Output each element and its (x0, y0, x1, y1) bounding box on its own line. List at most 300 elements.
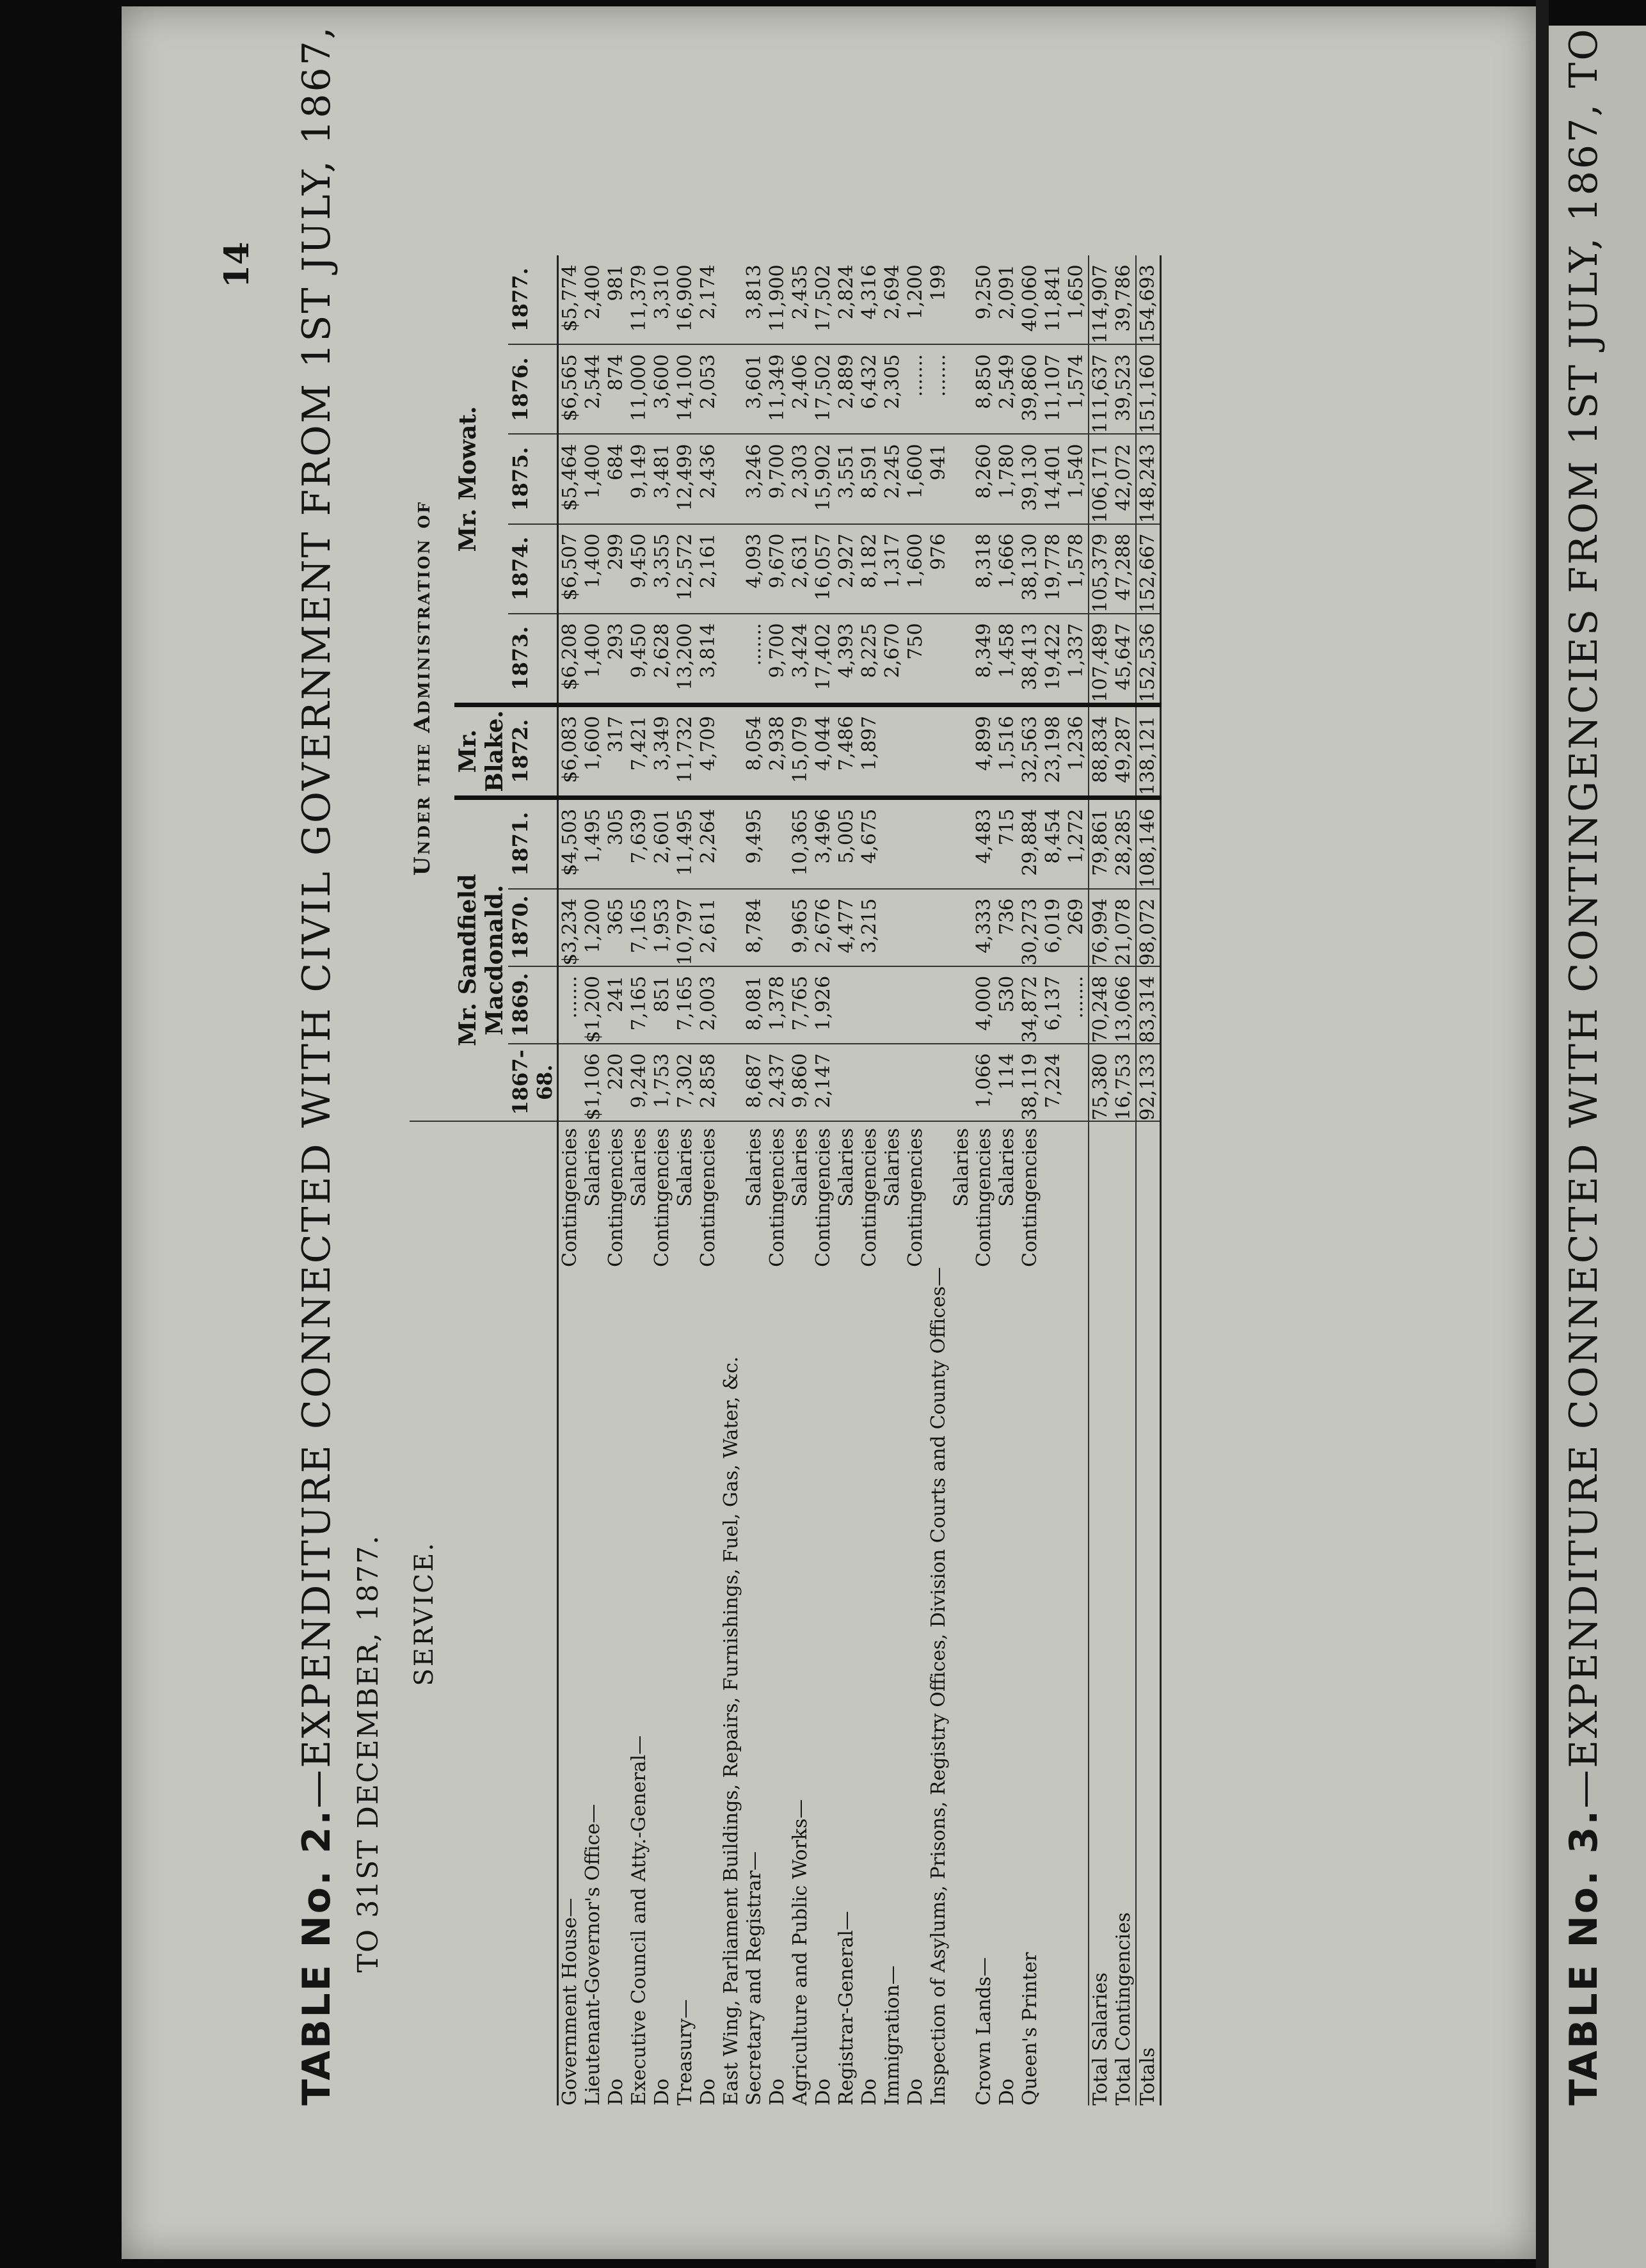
year-header: 1873. (508, 614, 558, 705)
value-cell: 1,066 (973, 1044, 996, 1121)
value-cell: 16,057 (812, 524, 835, 614)
value-cell (720, 705, 743, 797)
value-cell: 3,496 (812, 797, 835, 889)
year-header: 1870. (508, 889, 558, 966)
value-cell (950, 255, 973, 344)
value-cell (720, 344, 743, 434)
table-title (294, 25, 339, 2105)
value-cell: 7,421 (628, 705, 651, 797)
value-cell (1065, 1044, 1089, 1121)
value-cell: 88,834 (1089, 705, 1112, 797)
value-cell: 6,432 (858, 344, 881, 434)
value-cell (904, 1044, 927, 1121)
service-header: SERVICE. (410, 1541, 439, 1686)
year-header: 1877. (508, 255, 558, 344)
value-cell (720, 524, 743, 614)
value-cell: 1,650 (1065, 255, 1089, 344)
value-cell: 148,243 (1136, 434, 1161, 523)
value-cell: 2,161 (697, 524, 720, 614)
value-cell: 4,675 (858, 797, 881, 889)
value-cell: 8,349 (973, 614, 996, 705)
value-cell: 3,814 (697, 614, 720, 705)
value-cell: 9,149 (628, 434, 651, 523)
next-table-title (1562, 27, 1606, 2105)
value-cell: 1,458 (996, 614, 1019, 705)
value-cell: 4,393 (835, 614, 858, 705)
value-cell: 3,813 (743, 255, 766, 344)
value-cell: 39,523 (1112, 344, 1136, 434)
table-row (904, 255, 927, 2105)
table-row (950, 255, 973, 2105)
value-cell (927, 614, 950, 705)
expense-kind: Salaries (674, 1128, 696, 1207)
service-label: Crown Lands— (973, 1957, 995, 2105)
value-cell: 851 (651, 966, 674, 1044)
value-cell: 6,019 (1042, 889, 1065, 966)
table-row (858, 255, 881, 2105)
value-cell: 1,574 (1065, 344, 1089, 434)
value-cell: 1,600 (904, 434, 927, 523)
year-header: 1876. (508, 344, 558, 434)
service-label: Registrar-General— (835, 1911, 858, 2105)
value-cell: 17,502 (812, 344, 835, 434)
service-label: Do (996, 2078, 1018, 2105)
value-cell: 1,236 (1065, 705, 1089, 797)
value-cell: 3,310 (651, 255, 674, 344)
value-cell: 30,273 (1019, 889, 1042, 966)
value-cell: 9,495 (743, 797, 766, 889)
value-cell: 750 (904, 614, 927, 705)
expense-kind (1136, 1121, 1161, 1267)
value-cell: 114,907 (1089, 255, 1112, 344)
value-cell (950, 966, 973, 1044)
value-cell: 2,147 (812, 1044, 835, 1121)
value-cell: 7,302 (674, 1044, 697, 1121)
value-cell (927, 889, 950, 966)
value-cell: 10,365 (789, 797, 812, 889)
value-cell: 2,400 (582, 255, 605, 344)
value-cell: 92,133 (1136, 1044, 1161, 1121)
service-label: Immigration— (881, 1965, 904, 2105)
value-cell: 9,670 (766, 524, 789, 614)
value-cell: 38,413 (1019, 614, 1042, 705)
value-cell: 941 (927, 434, 950, 523)
value-cell: 23,198 (1042, 705, 1065, 797)
value-cell: 8,081 (743, 966, 766, 1044)
value-cell (927, 797, 950, 889)
total-row (1112, 255, 1136, 2105)
value-cell: 14,401 (1042, 434, 1065, 523)
value-cell: 3,600 (651, 344, 674, 434)
value-cell: 98,072 (1136, 889, 1161, 966)
value-cell: 2,824 (835, 255, 858, 344)
value-cell (720, 255, 743, 344)
value-cell: 8,687 (743, 1044, 766, 1121)
value-cell: 106,171 (1089, 434, 1112, 523)
value-cell: 8,260 (973, 434, 996, 523)
value-cell: 4,333 (973, 889, 996, 966)
value-cell: 2,694 (881, 255, 904, 344)
value-cell: 152,667 (1136, 524, 1161, 614)
value-cell: 9,700 (766, 614, 789, 705)
value-cell: 15,902 (812, 434, 835, 523)
value-cell: 4,899 (973, 705, 996, 797)
value-cell: ....... (558, 966, 582, 1044)
value-cell: 2,549 (996, 344, 1019, 434)
value-cell: 3,601 (743, 344, 766, 434)
table-row (1019, 255, 1042, 2105)
value-cell: 2,676 (812, 889, 835, 966)
value-cell: ....... (1065, 966, 1089, 1044)
value-cell: 2,003 (697, 966, 720, 1044)
value-cell: $6,208 (558, 614, 582, 705)
expense-kind (1065, 1121, 1089, 1267)
value-cell (720, 966, 743, 1044)
value-cell: 1,897 (858, 705, 881, 797)
value-cell: 299 (605, 524, 628, 614)
service-label: Queen's Printer (1019, 1952, 1041, 2105)
value-cell: 39,130 (1019, 434, 1042, 523)
service-label: Do (766, 2078, 788, 2105)
value-cell: $3,234 (558, 889, 582, 966)
value-cell: 105,379 (1089, 524, 1112, 614)
value-cell: 684 (605, 434, 628, 523)
value-cell: 530 (996, 966, 1019, 1044)
value-cell: $1,106 (582, 1044, 605, 1121)
value-cell: 16,753 (1112, 1044, 1136, 1121)
value-cell: 2,436 (697, 434, 720, 523)
service-label: Totals (1136, 1267, 1161, 2105)
value-cell: ....... (743, 614, 766, 705)
value-cell: 152,536 (1136, 614, 1161, 705)
value-cell: 83,314 (1136, 966, 1161, 1044)
service-label: Treasury— (674, 1999, 696, 2105)
value-cell: 2,053 (697, 344, 720, 434)
table-row (582, 255, 605, 2105)
value-cell (927, 1044, 950, 1121)
value-cell: 199 (927, 255, 950, 344)
value-cell: 1,516 (996, 705, 1019, 797)
value-cell: 49,287 (1112, 705, 1136, 797)
book-spine (1536, 0, 1549, 2268)
value-cell (950, 705, 973, 797)
value-cell: 17,402 (812, 614, 835, 705)
value-cell: 2,631 (789, 524, 812, 614)
value-cell (950, 614, 973, 705)
expense-kind (927, 1121, 950, 1267)
year-header: 1867-68. (508, 1044, 558, 1121)
value-cell (720, 797, 743, 889)
value-cell: 2,303 (789, 434, 812, 523)
value-cell: 2,544 (582, 344, 605, 434)
value-cell: $4,503 (558, 797, 582, 889)
value-cell: 736 (996, 889, 1019, 966)
value-cell: 3,355 (651, 524, 674, 614)
value-cell (950, 434, 973, 523)
value-cell (835, 1044, 858, 1121)
value-cell: 12,499 (674, 434, 697, 523)
page-number: 14 (218, 241, 257, 288)
value-cell: 11,732 (674, 705, 697, 797)
value-cell: 3,349 (651, 705, 674, 797)
expense-kind: Salaries (996, 1128, 1018, 1207)
value-cell: 47,288 (1112, 524, 1136, 614)
expense-kind: Contingencies (766, 1128, 788, 1267)
value-cell: 7,765 (789, 966, 812, 1044)
value-cell: 9,450 (628, 614, 651, 705)
value-cell: 2,091 (996, 255, 1019, 344)
value-cell (927, 966, 950, 1044)
value-cell: 4,044 (812, 705, 835, 797)
value-cell: 3,551 (835, 434, 858, 523)
value-cell: 1,337 (1065, 614, 1089, 705)
value-cell (881, 889, 904, 966)
table-row (651, 255, 674, 2105)
expense-kind: Contingencies (697, 1128, 719, 1267)
table-row (881, 255, 904, 2105)
value-cell: 976 (927, 524, 950, 614)
value-cell: 4,477 (835, 889, 858, 966)
value-cell: 2,305 (881, 344, 904, 434)
service-label: Total Contingencies (1112, 1912, 1135, 2105)
value-cell: 2,435 (789, 255, 812, 344)
table-row (835, 255, 858, 2105)
value-cell (720, 1044, 743, 1121)
value-cell: 154,693 (1136, 255, 1161, 344)
value-cell: 9,860 (789, 1044, 812, 1121)
expense-kind (720, 1121, 743, 1267)
value-cell: ....... (927, 344, 950, 434)
value-cell: 1,317 (881, 524, 904, 614)
value-cell: 1,400 (582, 434, 605, 523)
value-cell: 11,900 (766, 255, 789, 344)
value-cell: 1,600 (904, 524, 927, 614)
admin-blake: Mr. Blake. (454, 705, 508, 797)
value-cell: 11,379 (628, 255, 651, 344)
value-cell: 42,072 (1112, 434, 1136, 523)
value-cell: 1,780 (996, 434, 1019, 523)
value-cell (558, 1044, 582, 1121)
value-cell: $1,200 (582, 966, 605, 1044)
value-cell: 38,130 (1019, 524, 1042, 614)
value-cell: 981 (605, 255, 628, 344)
expense-kind: Contingencies (812, 1128, 835, 1267)
value-cell: 11,000 (628, 344, 651, 434)
value-cell (766, 797, 789, 889)
value-cell: 34,872 (1019, 966, 1042, 1044)
expense-kind: Contingencies (858, 1128, 881, 1267)
expense-kind: Salaries (789, 1128, 811, 1207)
expense-kind: Contingencies (558, 1121, 582, 1267)
rotated-table-region (218, 25, 1606, 2105)
value-cell (858, 966, 881, 1044)
value-cell: 14,100 (674, 344, 697, 434)
value-cell: 28,285 (1112, 797, 1136, 889)
value-cell: 317 (605, 705, 628, 797)
table-label: TABLE No. 2. (294, 1808, 339, 2105)
value-cell: 107,489 (1089, 614, 1112, 705)
table-row (605, 255, 628, 2105)
value-cell (904, 889, 927, 966)
value-cell: 715 (996, 797, 1019, 889)
value-cell: 11,841 (1042, 255, 1065, 344)
service-label: Do (651, 2078, 673, 2105)
service-label (1042, 1267, 1065, 2105)
year-header: 1869. (508, 966, 558, 1044)
value-cell: 2,245 (881, 434, 904, 523)
value-cell (927, 705, 950, 797)
table-row (1065, 255, 1089, 2105)
expense-kind: Contingencies (904, 1128, 927, 1267)
value-cell: 8,225 (858, 614, 881, 705)
value-cell: 241 (605, 966, 628, 1044)
year-header: 1872. (508, 705, 558, 797)
value-cell (904, 966, 927, 1044)
table-subtitle: TO 31ST DECEMBER, 1877. (352, 1534, 385, 1973)
value-cell: 13,200 (674, 614, 697, 705)
value-cell: 2,174 (697, 255, 720, 344)
table-row (1042, 255, 1065, 2105)
value-cell: $6,083 (558, 705, 582, 797)
year-header: 1874. (508, 524, 558, 614)
value-cell: 1,400 (582, 614, 605, 705)
value-cell: 2,938 (766, 705, 789, 797)
value-cell: 19,778 (1042, 524, 1065, 614)
value-cell: 8,784 (743, 889, 766, 966)
value-cell: 4,316 (858, 255, 881, 344)
expense-kind: Salaries (950, 1128, 973, 1207)
value-cell: 293 (605, 614, 628, 705)
value-cell: 1,272 (1065, 797, 1089, 889)
value-cell: 7,224 (1042, 1044, 1065, 1121)
value-cell (881, 966, 904, 1044)
value-cell (720, 434, 743, 523)
value-cell: 70,248 (1089, 966, 1112, 1044)
table-row (743, 255, 766, 2105)
table-title-text: —EXPENDITURE CONNECTED WITH CIVIL GOVERNMENT FROM 1ST JULY, 1867, (294, 25, 339, 1809)
value-cell: 79,861 (1089, 797, 1112, 889)
table-row (720, 255, 743, 2105)
value-cell: 114 (996, 1044, 1019, 1121)
value-cell: 9,250 (973, 255, 996, 344)
service-label: Do (858, 2078, 881, 2105)
value-cell: 1,753 (651, 1044, 674, 1121)
value-cell: 1,378 (766, 966, 789, 1044)
value-cell: 13,066 (1112, 966, 1136, 1044)
value-cell: 7,165 (674, 966, 697, 1044)
value-cell: 305 (605, 797, 628, 889)
value-cell: $5,464 (558, 434, 582, 523)
expense-kind: Contingencies (1019, 1128, 1041, 1267)
admin-mowat: Mr. Mowat. (454, 255, 508, 705)
year-header: 1871. (508, 797, 558, 889)
service-label: Do (605, 2078, 627, 2105)
table-row (927, 255, 950, 2105)
expense-kind: Salaries (881, 1128, 904, 1207)
value-cell: 138,121 (1136, 705, 1161, 797)
administration-header: Under the Administration of (410, 255, 454, 1121)
service-label: Inspection of Asylums, Prisons, Registry Offices, Division Courts and County Offices— (927, 1266, 950, 2105)
value-cell: 11,349 (766, 344, 789, 434)
table-row (766, 255, 789, 2105)
service-label (1065, 1267, 1089, 2105)
value-cell: 1,200 (904, 255, 927, 344)
table-row (674, 255, 697, 2105)
table-row (812, 255, 835, 2105)
service-label: Lieutenant-Governor's Office— (582, 1803, 604, 2105)
table-row (697, 255, 720, 2105)
value-cell: 1,540 (1065, 434, 1089, 523)
value-cell: 29,884 (1019, 797, 1042, 889)
value-cell: 39,860 (1019, 344, 1042, 434)
value-cell: 111,637 (1089, 344, 1112, 434)
expense-kind (1089, 1121, 1112, 1267)
value-cell: 12,572 (674, 524, 697, 614)
value-cell (881, 1044, 904, 1121)
value-cell: 8,850 (973, 344, 996, 434)
value-cell (950, 889, 973, 966)
value-cell: 32,563 (1019, 705, 1042, 797)
value-cell: 4,093 (743, 524, 766, 614)
value-cell: 3,424 (789, 614, 812, 705)
value-cell: 8,318 (973, 524, 996, 614)
value-cell (858, 1044, 881, 1121)
table-row (558, 255, 582, 2105)
expense-kind (1042, 1121, 1065, 1267)
service-label: Total Salaries (1089, 1267, 1112, 2105)
value-cell: 16,900 (674, 255, 697, 344)
value-cell (950, 797, 973, 889)
value-cell (950, 344, 973, 434)
value-cell: 45,647 (1112, 614, 1136, 705)
next-table-title-text: —EXPENDITURE CONNECTED WITH CONTINGENCIES FROM 1ST JULY, 1867, TO (1562, 27, 1606, 1809)
service-label: Government House— (558, 1267, 582, 2105)
value-cell: 75,380 (1089, 1044, 1112, 1121)
admin-macdonald: Mr. Sandfield Macdonald. (454, 797, 508, 1121)
total-row (1089, 255, 1112, 2105)
value-cell: 4,709 (697, 705, 720, 797)
value-cell (720, 889, 743, 966)
value-cell: 19,422 (1042, 614, 1065, 705)
value-cell: 7,639 (628, 797, 651, 889)
table-row (973, 255, 996, 2105)
value-cell: 7,165 (628, 889, 651, 966)
value-cell (766, 889, 789, 966)
expense-kind: Contingencies (973, 1128, 995, 1267)
value-cell (904, 797, 927, 889)
value-cell: 151,160 (1136, 344, 1161, 434)
value-cell: 3,246 (743, 434, 766, 523)
value-cell: 17,502 (812, 255, 835, 344)
value-cell: 7,486 (835, 705, 858, 797)
value-cell: 1,953 (651, 889, 674, 966)
table-row (789, 255, 812, 2105)
value-cell: 2,628 (651, 614, 674, 705)
service-label: Do (904, 2078, 927, 2105)
value-cell: $5,774 (558, 255, 582, 344)
value-cell: 11,107 (1042, 344, 1065, 434)
value-cell: 108,146 (1136, 797, 1161, 889)
year-header: 1875. (508, 434, 558, 523)
value-cell: 8,454 (1042, 797, 1065, 889)
value-cell: 8,054 (743, 705, 766, 797)
value-cell: 9,450 (628, 524, 651, 614)
value-cell (904, 705, 927, 797)
service-label (950, 1267, 973, 2105)
value-cell: 1,495 (582, 797, 605, 889)
service-label: Executive Council and Atty.-General— (628, 1735, 650, 2105)
value-cell: 874 (605, 344, 628, 434)
